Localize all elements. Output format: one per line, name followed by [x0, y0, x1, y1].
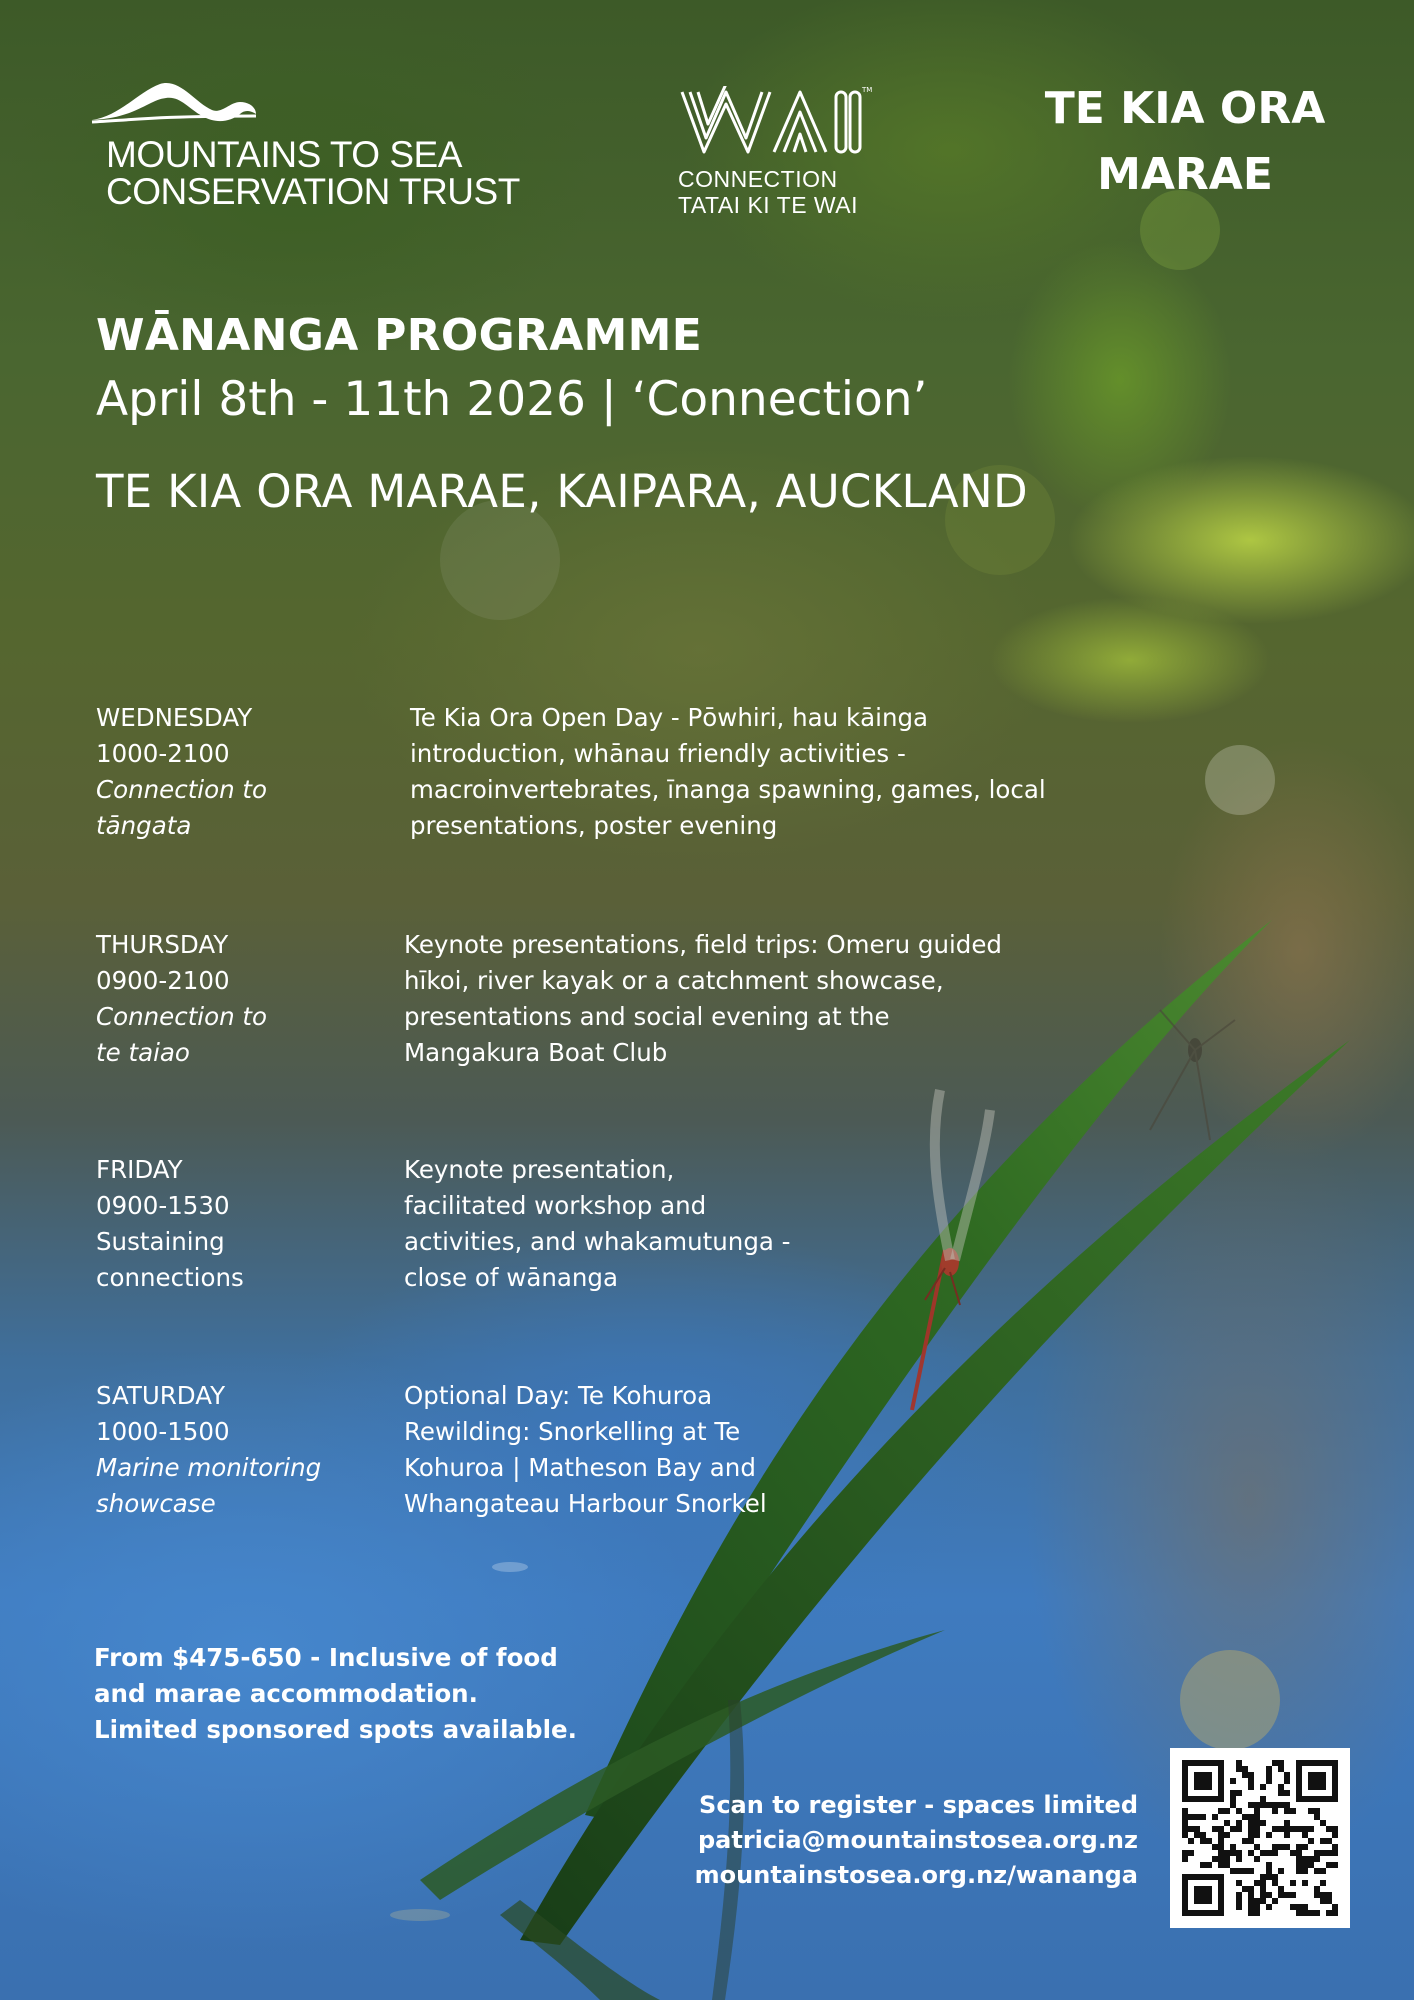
day-name: THURSDAY: [96, 930, 229, 959]
register-url-link[interactable]: mountainstosea.org.nz/wananga: [694, 1861, 1138, 1889]
day-theme-line: showcase: [96, 1489, 216, 1518]
day-description-friday: [404, 1152, 791, 1296]
wai-wordmark: [678, 86, 872, 158]
day-block-wednesday: [96, 700, 267, 844]
programme-dates: April 8th - 11th 2026 | ‘Connection’: [96, 372, 928, 427]
day-name: SATURDAY: [96, 1381, 226, 1410]
description-line: macroinvertebrates, īnanga spawning, games, local: [410, 775, 1046, 804]
day-theme-line: tāngata: [96, 811, 192, 840]
venue-heading: [1020, 76, 1350, 208]
mountain-wave-icon: [90, 72, 260, 124]
day-theme-line: Sustaining: [96, 1227, 225, 1256]
description-line: Whangateau Harbour Snorkel: [404, 1489, 767, 1518]
day-block-thursday: [96, 927, 267, 1071]
mountains-to-sea-logo: [88, 72, 520, 210]
day-time: 0900-2100: [96, 966, 230, 995]
day-theme-line: Connection to: [96, 775, 268, 804]
description-line: close of wānanga: [404, 1263, 618, 1292]
pricing-line: Limited sponsored spots available.: [94, 1715, 577, 1744]
org-name-line1: MOUNTAINS TO SEA: [106, 134, 462, 175]
register-callout: Scan to register - spaces limited: [699, 1791, 1138, 1819]
pricing-line: From $475-650 - Inclusive of food: [94, 1643, 558, 1672]
description-line: introduction, whānau friendly activities -: [410, 739, 906, 768]
description-line: Rewilding: Snorkelling at Te: [404, 1417, 741, 1446]
description-line: hīkoi, river kayak or a catchment showcase,: [404, 966, 944, 995]
qr-code-graphic: [1170, 1748, 1350, 1928]
day-time: 0900-1530: [96, 1191, 230, 1220]
day-theme-line: Marine monitoring: [96, 1453, 322, 1482]
programme-title: WĀNANGA PROGRAMME: [96, 310, 703, 361]
pricing-line: and marae accommodation.: [94, 1679, 478, 1708]
description-line: activities, and whakamutunga -: [404, 1227, 791, 1256]
wai-line1: CONNECTION: [678, 166, 838, 192]
pricing-info: [94, 1640, 577, 1748]
programme-location: TE KIA ORA MARAE, KAIPARA, AUCKLAND: [96, 465, 1028, 518]
org-name-line2: CONSERVATION TRUST: [106, 171, 520, 212]
day-description-thursday: [404, 927, 1002, 1071]
qr-code-icon[interactable]: [1170, 1748, 1350, 1928]
wai-line2: TATAI KI TE WAI: [678, 192, 859, 218]
description-line: Mangakura Boat Club: [404, 1038, 668, 1067]
description-line: facilitated workshop and: [404, 1191, 707, 1220]
day-description-saturday: [404, 1378, 767, 1522]
day-time: 1000-1500: [96, 1417, 230, 1446]
day-name: WEDNESDAY: [96, 703, 253, 732]
day-block-saturday: [96, 1378, 321, 1522]
description-line: Kohuroa | Matheson Bay and: [404, 1453, 756, 1482]
description-line: Te Kia Ora Open Day - Pōwhiri, hau kāinga: [410, 703, 929, 732]
day-theme-line: connections: [96, 1263, 244, 1292]
description-line: Optional Day: Te Kohuroa: [404, 1381, 713, 1410]
description-line: Keynote presentation,: [404, 1155, 675, 1184]
register-email-link[interactable]: patricia@mountainstosea.org.nz: [697, 1826, 1138, 1854]
venue-line1: TE KIA ORA: [1044, 83, 1326, 134]
description-line: presentations, poster evening: [410, 811, 778, 840]
venue-line2: MARAE: [1097, 149, 1273, 200]
register-info: [695, 1788, 1138, 1893]
day-theme-line: Connection to: [96, 1002, 268, 1031]
description-line: Keynote presentations, field trips: Omeru guided: [404, 930, 1002, 959]
description-line: presentations and social evening at the: [404, 1002, 890, 1031]
wai-connection-logo: [678, 86, 873, 218]
trademark-mark: TM: [862, 86, 873, 94]
day-time: 1000-2100: [96, 739, 230, 768]
day-name: FRIDAY: [96, 1155, 183, 1184]
day-description-wednesday: [410, 700, 1046, 844]
day-theme-line: te taiao: [96, 1038, 190, 1067]
day-block-friday: [96, 1152, 244, 1296]
